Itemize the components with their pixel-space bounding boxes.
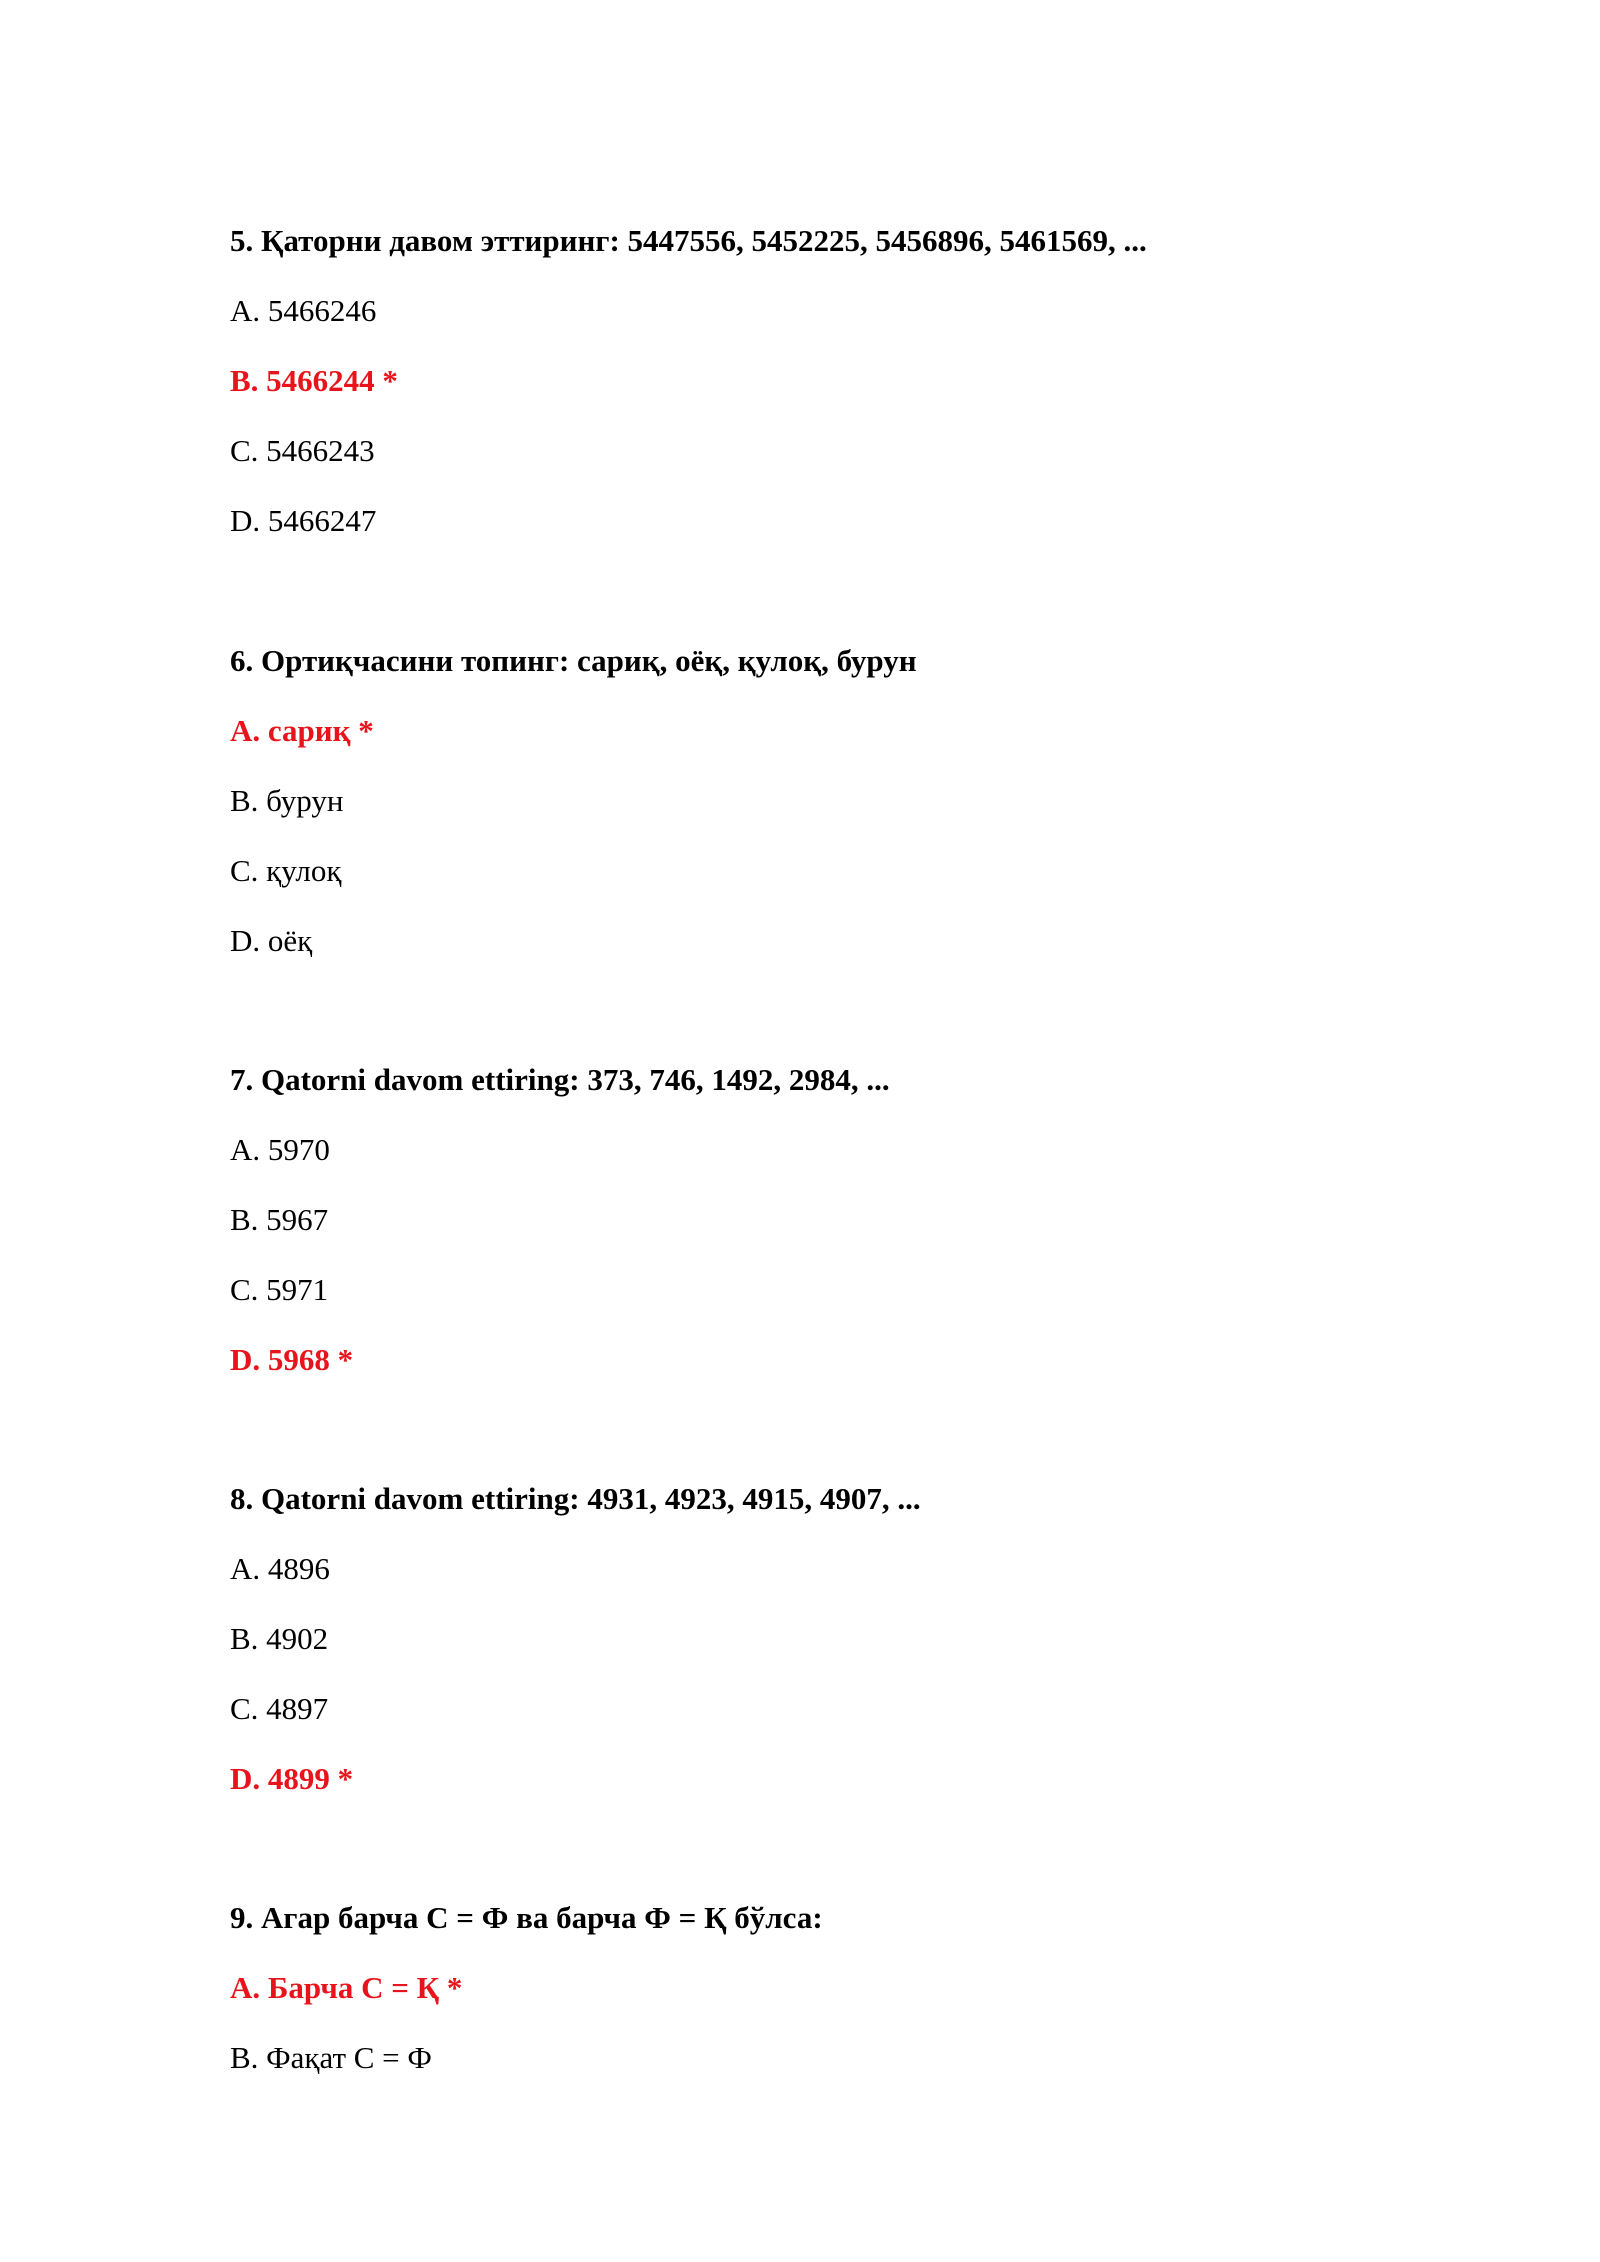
question-title: 8. Qatorni davom ettiring: 4931, 4923, 4915, 4907, ... — [230, 1481, 921, 1516]
option-c: C. 4897 — [230, 1691, 329, 1726]
option-c: C. қулоқ — [230, 853, 342, 888]
option-d: D. оёқ — [230, 923, 313, 958]
option-c: C. 5971 — [230, 1272, 329, 1307]
option-b: B. бурун — [230, 783, 344, 818]
option-d-correct: D. 4899 * — [230, 1761, 354, 1796]
question-9 — [230, 1900, 1530, 2076]
option-c: C. 5466243 — [230, 433, 375, 468]
question-6 — [230, 643, 1530, 959]
option-a-correct: A. Барча С = Қ * — [230, 1970, 463, 2005]
question-8 — [230, 1481, 1530, 1797]
option-b: B. 4902 — [230, 1621, 329, 1656]
option-a-correct: A. сариқ * — [230, 713, 374, 748]
question-5 — [230, 223, 1530, 539]
option-b: B. Фақат С = Ф — [230, 2040, 432, 2075]
question-title: 9. Агар барча С = Ф ва барча Ф = Қ бўлса: — [230, 1900, 823, 1935]
question-title: 6. Ортиқчасини топинг: сариқ, оёқ, қулоқ, бурун — [230, 643, 917, 678]
question-title: 7. Qatorni davom ettiring: 373, 746, 1492, 2984, ... — [230, 1062, 890, 1097]
option-a: A. 5970 — [230, 1132, 330, 1167]
option-b: B. 5967 — [230, 1202, 329, 1237]
question-7 — [230, 1062, 1530, 1378]
question-title: 5. Қаторни давом эттиринг: 5447556, 5452225, 5456896, 5461569, ... — [230, 223, 1147, 258]
option-d: D. 5466247 — [230, 503, 377, 538]
option-a: A. 4896 — [230, 1551, 330, 1586]
option-b-correct: B. 5466244 * — [230, 363, 398, 398]
option-a: A. 5466246 — [230, 293, 377, 328]
option-d-correct: D. 5968 * — [230, 1342, 354, 1377]
